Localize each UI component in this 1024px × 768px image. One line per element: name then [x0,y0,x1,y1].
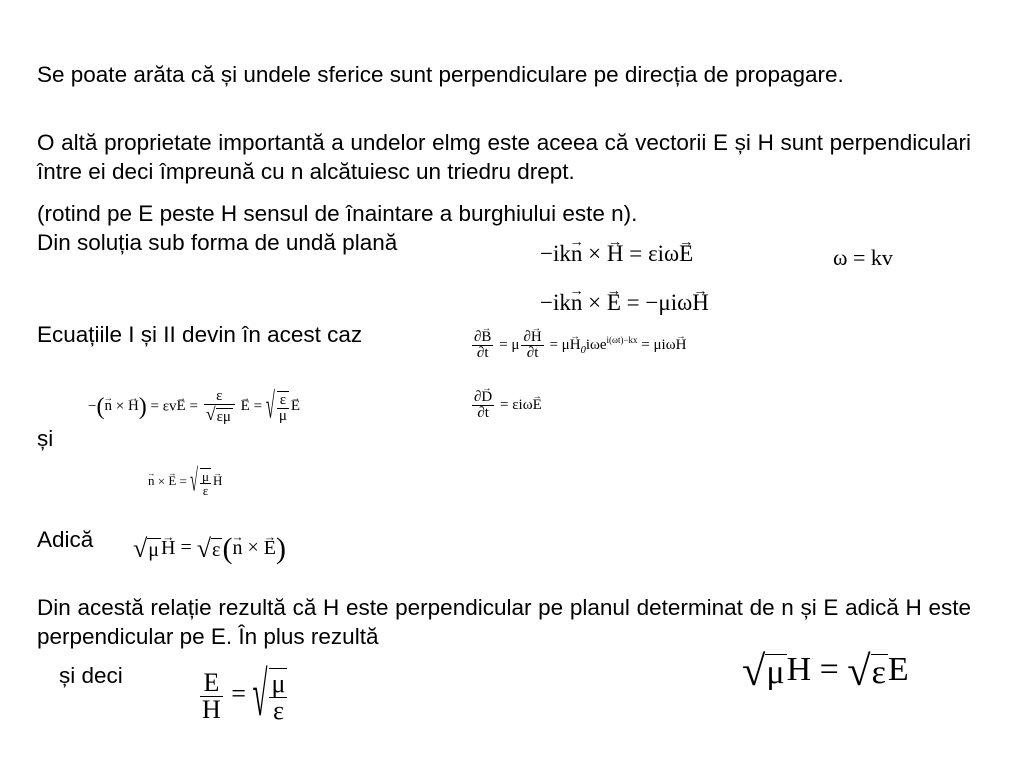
label-equations-become: Ecuațiile I și II devin în acest caz [37,322,363,347]
equation-relation-2: → n × → E = √ $\frac{\mu}{\varepsilon}$ → H [148,468,222,497]
label-that-is: Adică [37,527,94,552]
label-and-therefore: și deci [59,663,123,688]
equation-maxwell-faraday: $\frac{\partial\to B}{\partial t}$ = μ $\frac{\partial\to H}{\partial t}$ = $\mu\to H_0i\omega e^{i(\omega t)-kx} = \mu i\omega\to H$ [470,330,686,361]
label-and: și [37,426,54,451]
paragraph-spherical-waves: Se poate arăta că și undele sferice sunt perpendiculare pe direcția de propagare. [37,62,844,87]
equation-that-is: √μ→ H = √ε(→ n × → E) [133,534,286,564]
paragraph-screw-rule: (rotind pe E peste H sensul de înaintare a burghiului este n). [37,201,638,226]
equation-dispersion: ω = kv [833,245,893,270]
equation-impedance-ratio: $\frac{E}{H}$ = √ $\frac{\mu}{\varepsilon}$ [202,660,286,730]
paragraph-perpendicular-vectors: O altă proprietate importantă a undelor elmg este aceea că vectorii E și H sunt perpendiculari între ei deci împreună cu n alcătuiesc un triedru drept. [37,130,971,184]
equation-maxwell-ampere: $\frac{\partial\to D}{\partial t}$ = εiω→ E [470,390,542,421]
equation-amplitude-relation: √μH = √εE [742,648,909,695]
equation-plane-wave-1: −ik→ n × → H = εiω→ E [540,242,693,265]
equation-relation-1: −(→ n × → H) = εv→ E = $\frac{\varepsilon}{√\varepsilon\mu}$ → E = √ $\frac{\varepsilon}{\mu}$ → E [88,389,300,425]
paragraph-conclusion: Din acestă relație rezultă că H este perpendicular pe planul determinat de n și E adică H este perpendicular pe E. În plus rezultă [37,595,971,649]
equation-plane-wave-2: −ik→ n × → E = −μiω→ H [540,291,709,314]
label-plane-wave-solution: Din soluția sub forma de undă plană [37,230,398,255]
